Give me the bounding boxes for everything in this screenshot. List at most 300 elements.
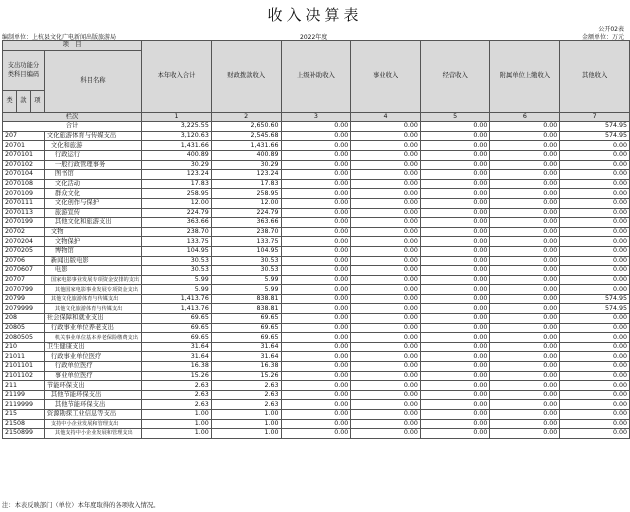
amount-cell: 104.95 [142, 246, 212, 256]
amount-cell: 0.00 [560, 390, 630, 400]
amount-cell: 12.00 [211, 198, 281, 208]
kuan-header: 款 [16, 90, 30, 112]
amount-cell: 238.70 [142, 227, 212, 237]
amount-cell: 0.00 [351, 275, 421, 285]
amount-cell: 30.29 [142, 160, 212, 170]
subject-code: 2070101 [3, 150, 45, 160]
subject-code: 210 [3, 342, 45, 352]
subject-code: 2070799 [3, 285, 45, 295]
column-header: 事业收入 [351, 41, 421, 113]
amount-cell: 0.00 [490, 342, 560, 352]
amount-cell: 5.99 [211, 275, 281, 285]
amount-cell: 16.38 [142, 362, 212, 372]
amount-cell: 0.00 [281, 170, 351, 180]
amount-cell: 0.00 [281, 285, 351, 295]
subject-code: 20701 [3, 141, 45, 151]
amount-cell: 0.00 [420, 390, 490, 400]
amount-cell: 133.75 [211, 237, 281, 247]
amount-cell: 0.00 [281, 198, 351, 208]
subject-name: 其他节能环保支出 [44, 400, 141, 410]
table-row [3, 410, 630, 420]
amount-cell: 0.00 [281, 419, 351, 429]
total-cell: 0.00 [351, 122, 421, 132]
table-row [3, 323, 630, 333]
amount-cell: 30.53 [211, 256, 281, 266]
amount-cell: 363.66 [142, 218, 212, 228]
amount-cell: 0.00 [560, 314, 630, 324]
amount-cell: 0.00 [420, 285, 490, 295]
subject-name: 文化创作与保护 [44, 198, 141, 208]
amount-cell: 104.95 [211, 246, 281, 256]
amount-cell: 31.64 [142, 352, 212, 362]
amount-cell: 0.00 [420, 352, 490, 362]
table-row [3, 227, 630, 237]
amount-cell: 0.00 [490, 208, 560, 218]
amount-cell: 0.00 [560, 352, 630, 362]
subject-name: 卫生健康支出 [44, 342, 141, 352]
amount-cell: 363.66 [211, 218, 281, 228]
amount-cell: 0.00 [560, 256, 630, 266]
amount-cell: 0.00 [351, 266, 421, 276]
amount-cell: 0.00 [490, 294, 560, 304]
amount-cell: 0.00 [281, 429, 351, 439]
amount-cell: 0.00 [281, 246, 351, 256]
subject-name: 国家电影事业发展专项资金安排的支出 [44, 275, 141, 285]
amount-cell: 0.00 [351, 189, 421, 199]
subject-name: 新闻出版电影 [44, 256, 141, 266]
column-number: 2 [211, 112, 281, 122]
subject-code: 2070108 [3, 179, 45, 189]
amount-cell: 0.00 [351, 390, 421, 400]
amount-cell: 0.00 [490, 160, 560, 170]
amount-cell: 0.00 [560, 410, 630, 420]
amount-cell: 0.00 [281, 150, 351, 160]
subject-code: 2070205 [3, 246, 45, 256]
org-label: 编制单位：上杭县文化广电新闻出版旅游局 [2, 34, 117, 41]
footnote: 注：本表反映部门（单位）本年度取得的各项收入情况。 [2, 502, 160, 509]
amount-cell: 0.00 [351, 170, 421, 180]
amount-cell: 69.65 [142, 323, 212, 333]
subject-name: 文化旅游体育与传媒支出 [44, 131, 141, 141]
amount-cell: 0.00 [420, 256, 490, 266]
amount-cell: 17.83 [142, 179, 212, 189]
table-row [3, 390, 630, 400]
amount-cell: 0.00 [420, 170, 490, 180]
total-cell: 0.00 [420, 122, 490, 132]
amount-cell: 0.00 [420, 362, 490, 372]
amount-cell: 133.75 [142, 237, 212, 247]
subject-code: 2079999 [3, 304, 45, 314]
table-row [3, 256, 630, 266]
amount-cell: 0.00 [351, 333, 421, 343]
amount-cell: 0.00 [420, 131, 490, 141]
amount-cell: 30.53 [142, 266, 212, 276]
table-row [3, 381, 630, 391]
amount-cell: 0.00 [351, 314, 421, 324]
amount-cell: 0.00 [420, 179, 490, 189]
column-number: 1 [142, 112, 212, 122]
subject-code: 2101102 [3, 371, 45, 381]
subject-code: 20805 [3, 323, 45, 333]
subject-name: 电影 [44, 266, 141, 276]
amount-cell: 0.00 [560, 429, 630, 439]
amount-cell: 0.00 [351, 141, 421, 151]
amount-cell: 0.00 [490, 352, 560, 362]
subject-code: 2070104 [3, 170, 45, 180]
amount-cell: 0.00 [281, 218, 351, 228]
amount-cell: 0.00 [560, 285, 630, 295]
total-cell: 574.95 [560, 122, 630, 132]
amount-cell: 0.00 [281, 227, 351, 237]
amount-cell: 0.00 [281, 400, 351, 410]
amount-cell: 0.00 [490, 131, 560, 141]
table-row [3, 237, 630, 247]
amount-cell: 0.00 [351, 256, 421, 266]
column-number: 7 [560, 112, 630, 122]
amount-cell: 0.00 [281, 323, 351, 333]
amount-cell: 17.83 [211, 179, 281, 189]
subject-name: 节能环保支出 [44, 381, 141, 391]
amount-cell: 12.00 [142, 198, 212, 208]
amount-cell: 1,431.66 [142, 141, 212, 151]
subject-name: 文化活动 [44, 179, 141, 189]
amount-cell: 1.00 [142, 410, 212, 420]
form-number: 公开02表 [598, 26, 624, 33]
amount-cell: 224.79 [211, 208, 281, 218]
column-number: 6 [490, 112, 560, 122]
amount-cell: 238.70 [211, 227, 281, 237]
amount-cell: 0.00 [490, 381, 560, 391]
column-number: 4 [351, 112, 421, 122]
amount-cell: 31.64 [211, 352, 281, 362]
amount-cell: 0.00 [281, 410, 351, 420]
amount-cell: 0.00 [351, 208, 421, 218]
table-row [3, 189, 630, 199]
amount-cell: 0.00 [490, 390, 560, 400]
amount-cell: 0.00 [351, 352, 421, 362]
amount-cell: 3,120.63 [142, 131, 212, 141]
total-cell: 3,225.55 [142, 122, 212, 132]
amount-cell: 0.00 [281, 189, 351, 199]
amount-cell: 0.00 [490, 362, 560, 372]
column-header: 经营收入 [420, 41, 490, 113]
subject-name: 其他文化旅游体育与传媒支出 [44, 304, 141, 314]
amount-cell: 258.95 [142, 189, 212, 199]
amount-cell: 838.81 [211, 294, 281, 304]
subject-name: 博物馆 [44, 246, 141, 256]
amount-cell: 574.95 [560, 131, 630, 141]
amount-cell: 0.00 [351, 371, 421, 381]
amount-cell: 0.00 [351, 246, 421, 256]
amount-cell: 0.00 [281, 342, 351, 352]
project-header: 项 目 [3, 41, 142, 51]
column-header: 其他收入 [560, 41, 630, 113]
amount-cell: 0.00 [281, 208, 351, 218]
unit-label: 金额单位：万元 [581, 34, 624, 41]
subject-code: 2070102 [3, 160, 45, 170]
table-row [3, 352, 630, 362]
subject-code: 2070109 [3, 189, 45, 199]
code-group-header: 支出功能分类科目编码 [3, 50, 45, 90]
amount-cell: 30.29 [211, 160, 281, 170]
amount-cell: 0.00 [560, 323, 630, 333]
table-row [3, 419, 630, 429]
subject-code: 215 [3, 410, 45, 420]
amount-cell: 0.00 [351, 342, 421, 352]
amount-cell: 0.00 [560, 208, 630, 218]
column-number: 5 [420, 112, 490, 122]
amount-cell: 0.00 [420, 342, 490, 352]
amount-cell: 123.24 [142, 170, 212, 180]
xiang-header: 项 [30, 90, 44, 112]
amount-cell: 0.00 [351, 410, 421, 420]
table-row [3, 371, 630, 381]
table-row [3, 208, 630, 218]
amount-cell: 0.00 [281, 179, 351, 189]
table-row [3, 218, 630, 228]
table-row [3, 285, 630, 295]
amount-cell: 0.00 [560, 160, 630, 170]
amount-cell: 0.00 [281, 314, 351, 324]
amount-cell: 0.00 [351, 179, 421, 189]
amount-cell: 0.00 [351, 381, 421, 391]
amount-cell: 0.00 [490, 189, 560, 199]
amount-cell: 0.00 [560, 371, 630, 381]
table-row [3, 342, 630, 352]
amount-cell: 0.00 [420, 208, 490, 218]
table-row [3, 275, 630, 285]
subject-name: 其他国家电影事业发展专项资金支出 [44, 285, 141, 295]
amount-cell: 0.00 [281, 266, 351, 276]
column-number: 3 [281, 112, 351, 122]
amount-cell: 0.00 [560, 170, 630, 180]
amount-cell: 1,413.76 [142, 304, 212, 314]
amount-cell: 123.24 [211, 170, 281, 180]
amount-cell: 838.81 [211, 304, 281, 314]
amount-cell: 69.65 [142, 314, 212, 324]
subject-name: 其他文化和旅游支出 [44, 218, 141, 228]
amount-cell: 0.00 [490, 410, 560, 420]
amount-cell: 0.00 [351, 323, 421, 333]
amount-cell: 2.63 [142, 381, 212, 391]
total-cell: 0.00 [281, 122, 351, 132]
amount-cell: 0.00 [281, 352, 351, 362]
amount-cell: 0.00 [351, 227, 421, 237]
amount-cell: 1.00 [211, 429, 281, 439]
amount-cell: 0.00 [281, 362, 351, 372]
amount-cell: 0.00 [351, 160, 421, 170]
subject-code: 2119999 [3, 400, 45, 410]
amount-cell: 0.00 [281, 390, 351, 400]
amount-cell: 0.00 [490, 323, 560, 333]
subject-name: 一般行政管理事务 [44, 160, 141, 170]
subject-name: 其他节能环保支出 [44, 390, 141, 400]
amount-cell: 0.00 [560, 237, 630, 247]
amount-cell: 0.00 [560, 179, 630, 189]
subject-name: 文物保护 [44, 237, 141, 247]
total-cell: 0.00 [490, 122, 560, 132]
amount-cell: 0.00 [490, 198, 560, 208]
total-cell: 2,650.60 [211, 122, 281, 132]
amount-cell: 1,431.66 [211, 141, 281, 151]
amount-cell: 0.00 [420, 381, 490, 391]
amount-cell: 0.00 [560, 150, 630, 160]
subject-code: 2070204 [3, 237, 45, 247]
table-row [3, 141, 630, 151]
amount-cell: 0.00 [281, 304, 351, 314]
amount-cell: 69.65 [211, 314, 281, 324]
amount-cell: 2.63 [211, 390, 281, 400]
amount-cell: 1.00 [142, 429, 212, 439]
amount-cell: 0.00 [351, 218, 421, 228]
amount-cell: 0.00 [281, 141, 351, 151]
amount-cell: 0.00 [490, 371, 560, 381]
amount-cell: 0.00 [420, 246, 490, 256]
table-row [3, 333, 630, 343]
amount-cell: 0.00 [490, 256, 560, 266]
amount-cell: 0.00 [560, 381, 630, 391]
subject-code: 207 [3, 131, 45, 141]
amount-cell: 0.00 [490, 275, 560, 285]
amount-cell: 0.00 [351, 419, 421, 429]
subject-name: 行政单位医疗 [44, 362, 141, 372]
lei-header: 类 [3, 90, 17, 112]
total-label: 合计 [3, 122, 142, 132]
amount-cell: 0.00 [420, 429, 490, 439]
subject-code: 2070113 [3, 208, 45, 218]
subject-name: 其他支持中小企业发展和管理支出 [44, 429, 141, 439]
amount-cell: 0.00 [560, 141, 630, 151]
amount-cell: 0.00 [490, 179, 560, 189]
amount-cell: 0.00 [560, 246, 630, 256]
amount-cell: 0.00 [351, 304, 421, 314]
amount-cell: 0.00 [560, 198, 630, 208]
column-header: 上级补助收入 [281, 41, 351, 113]
amount-cell: 0.00 [490, 285, 560, 295]
subject-code: 2101101 [3, 362, 45, 372]
amount-cell: 15.26 [142, 371, 212, 381]
column-header: 财政拨款收入 [211, 41, 281, 113]
amount-cell: 0.00 [351, 429, 421, 439]
amount-cell: 0.00 [281, 131, 351, 141]
amount-cell: 0.00 [351, 285, 421, 295]
amount-cell: 0.00 [281, 294, 351, 304]
subject-name: 支持中小企业发展和管理支出 [44, 419, 141, 429]
amount-cell: 0.00 [560, 266, 630, 276]
amount-cell: 400.89 [211, 150, 281, 160]
table-row [3, 160, 630, 170]
amount-cell: 0.00 [420, 189, 490, 199]
amount-cell: 0.00 [490, 170, 560, 180]
amount-cell: 0.00 [281, 160, 351, 170]
subject-name: 图书馆 [44, 170, 141, 180]
amount-cell: 0.00 [351, 294, 421, 304]
amount-cell: 0.00 [560, 342, 630, 352]
amount-cell: 0.00 [420, 227, 490, 237]
subject-name: 群众文化 [44, 189, 141, 199]
amount-cell: 0.00 [420, 141, 490, 151]
amount-cell: 1.00 [142, 419, 212, 429]
amount-cell: 258.95 [211, 189, 281, 199]
amount-cell: 0.00 [420, 333, 490, 343]
subject-name: 其他文化旅游体育与传媒支出 [44, 294, 141, 304]
table-row [3, 362, 630, 372]
amount-cell: 0.00 [490, 419, 560, 429]
row-label: 栏次 [3, 112, 142, 122]
subject-code: 20799 [3, 294, 45, 304]
amount-cell: 0.00 [560, 227, 630, 237]
subject-code: 208 [3, 314, 45, 324]
subject-code: 2070199 [3, 218, 45, 228]
amount-cell: 0.00 [490, 304, 560, 314]
subject-name: 文物 [44, 227, 141, 237]
amount-cell: 16.38 [211, 362, 281, 372]
subject-code: 2070111 [3, 198, 45, 208]
amount-cell: 0.00 [351, 400, 421, 410]
amount-cell: 0.00 [420, 150, 490, 160]
subject-name: 旅游宣传 [44, 208, 141, 218]
amount-cell: 1.00 [211, 419, 281, 429]
subject-name: 事业单位医疗 [44, 371, 141, 381]
amount-cell: 0.00 [420, 237, 490, 247]
amount-cell: 1,413.76 [142, 294, 212, 304]
amount-cell: 31.64 [211, 342, 281, 352]
amount-cell: 1.00 [211, 410, 281, 420]
table-row [3, 150, 630, 160]
amount-cell: 2.63 [142, 400, 212, 410]
amount-cell: 574.95 [560, 304, 630, 314]
year-label: 2022年度 [300, 34, 328, 41]
subject-code: 2080505 [3, 333, 45, 343]
subject-name: 资源勘探工业信息等支出 [44, 410, 141, 420]
amount-cell: 0.00 [490, 218, 560, 228]
subject-code: 20706 [3, 256, 45, 266]
amount-cell: 0.00 [351, 362, 421, 372]
subject-code: 211 [3, 381, 45, 391]
column-header: 本年收入合计 [142, 41, 212, 113]
amount-cell: 574.95 [560, 294, 630, 304]
table-row [3, 429, 630, 439]
subject-name: 行政运行 [44, 150, 141, 160]
table-row [3, 304, 630, 314]
amount-cell: 2.63 [142, 390, 212, 400]
amount-cell: 31.64 [142, 342, 212, 352]
amount-cell: 0.00 [420, 304, 490, 314]
amount-cell: 0.00 [560, 400, 630, 410]
amount-cell: 0.00 [351, 131, 421, 141]
subject-name: 社会保障和就业支出 [44, 314, 141, 324]
subject-code: 2070607 [3, 266, 45, 276]
amount-cell: 0.00 [560, 189, 630, 199]
subject-code: 21508 [3, 419, 45, 429]
amount-cell: 5.99 [142, 285, 212, 295]
subject-name-header: 科目名称 [44, 50, 141, 112]
amount-cell: 0.00 [490, 400, 560, 410]
amount-cell: 0.00 [420, 419, 490, 429]
table-row [3, 246, 630, 256]
amount-cell: 0.00 [490, 237, 560, 247]
amount-cell: 0.00 [490, 266, 560, 276]
amount-cell: 0.00 [490, 314, 560, 324]
amount-cell: 5.99 [142, 275, 212, 285]
amount-cell: 0.00 [560, 419, 630, 429]
subject-code: 20707 [3, 275, 45, 285]
subject-code: 20702 [3, 227, 45, 237]
amount-cell: 0.00 [560, 362, 630, 372]
amount-cell: 0.00 [420, 314, 490, 324]
amount-cell: 69.65 [142, 333, 212, 343]
amount-cell: 0.00 [281, 333, 351, 343]
